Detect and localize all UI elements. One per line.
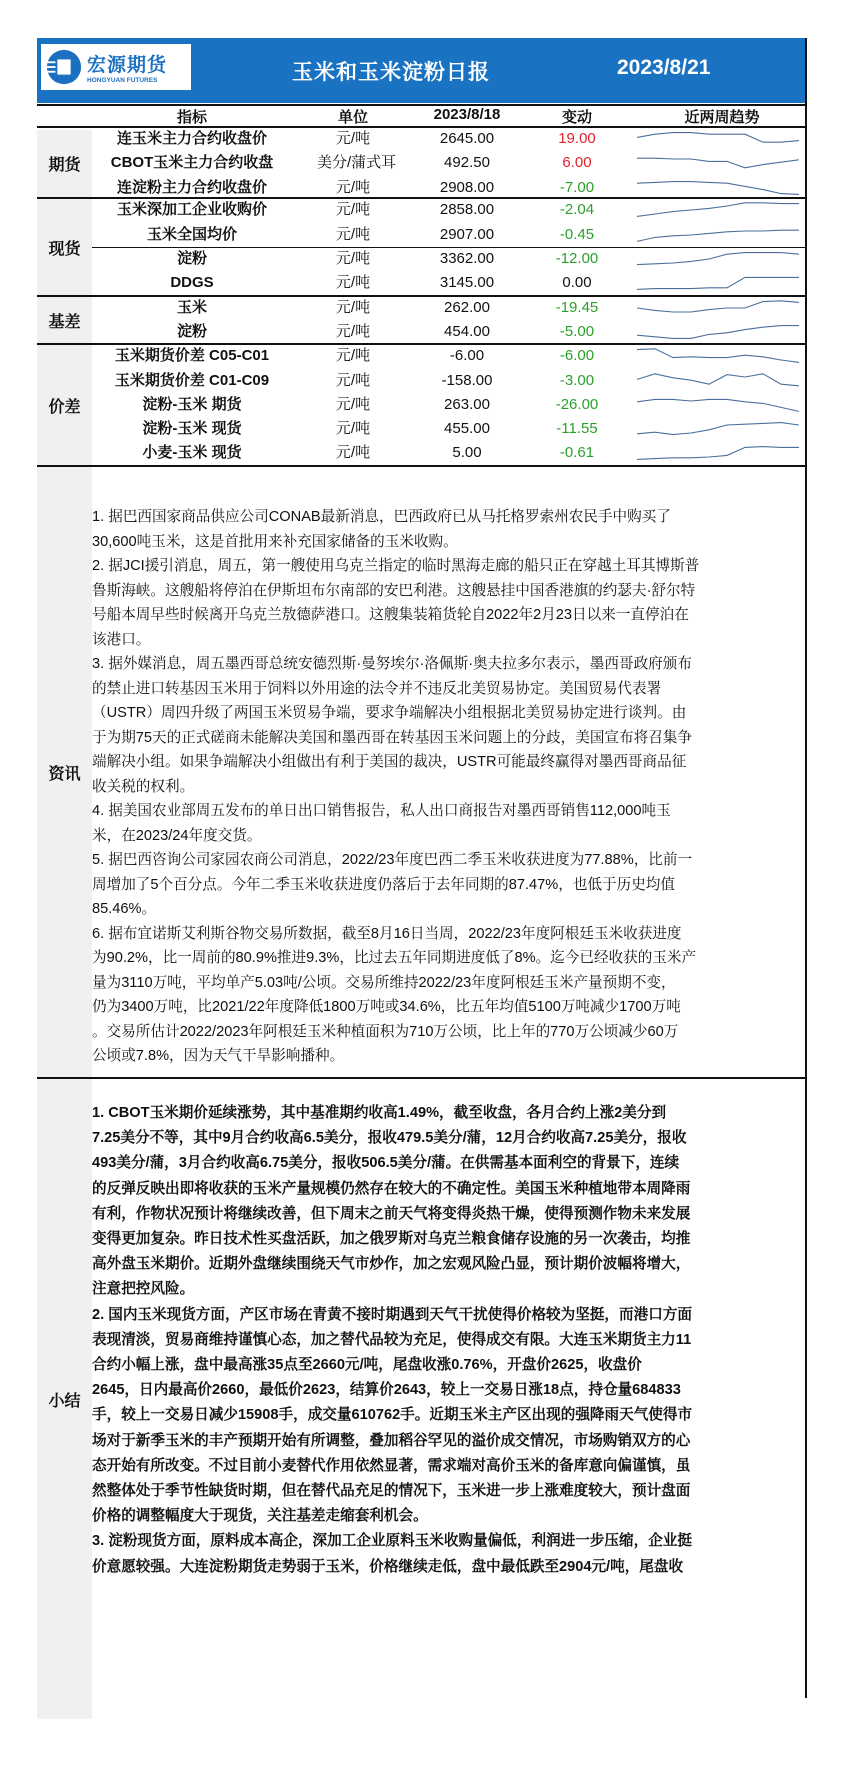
trend-sparkline [637, 200, 799, 220]
col-change: 变动 [561, 109, 592, 126]
table-row [37, 393, 805, 417]
text-line: 该港口。 [92, 631, 151, 648]
indicator-name: 玉米深加工企业收购价 [116, 201, 267, 219]
unit: 美分/蒲式耳 [317, 154, 397, 172]
news-section [37, 467, 805, 1079]
subsection-divider [92, 247, 805, 248]
news-label: 资讯 [37, 467, 92, 1077]
table-row [37, 417, 805, 441]
trend-sparkline [637, 443, 799, 463]
value: 263.00 [444, 395, 490, 413]
text-line: 3. 据外媒消息，周五墨西哥总统安德烈斯·曼努埃尔·洛佩斯·奥夫拉多尔表示，墨西哥政府颁布 [92, 656, 692, 672]
change: -12.00 [555, 250, 599, 267]
sparkline-line [637, 423, 799, 435]
text-line: 7.25美分不等，其中9月合约收高6.5美分，报收479.5美分/蒲，12月合约收高7.25美分，报收 [92, 1130, 687, 1147]
trend-sparkline [637, 225, 799, 245]
text-line: 鲁斯海峡。这艘船将停泊在伊斯坦布尔南部的安巴利港。这艘悬挂中国香港旗的约瑟夫·舒尔特 [92, 582, 696, 599]
text-line: 为90.2%，比一周前的80.9%推进9.3%，比过去五年同期进度低了8%。迄今已经收获的玉米产 [92, 950, 697, 966]
text-line: 3. 淀粉现货方面，原料成本高企，深加工企业原料玉米收购量偏低，利润进一步压缩，企业挺 [92, 1533, 692, 1550]
section-label: 期货 [37, 130, 92, 197]
col-unit: 单位 [337, 109, 368, 126]
text-line: 2. 国内玉米现货方面，产区市场在青黄不接时期遇到天气干扰使得价格较为坚挺，而港口方面 [92, 1306, 692, 1323]
table-row [37, 369, 805, 393]
unit: 元/吨 [335, 225, 371, 243]
value: -6.00 [449, 347, 485, 365]
col-date: 2023/8/18 [433, 106, 501, 123]
summary-section [37, 1079, 805, 1779]
text-line: 号船本周早些时候离开乌克兰敖德萨港口。这艘集装箱货轮自2022年2月23日以来一直停泊在 [92, 607, 689, 623]
sparkline-line [637, 349, 799, 363]
value: 3145.00 [439, 274, 495, 292]
indicator-name: 连淀粉主力合约收盘价 [116, 178, 267, 196]
value: 2908.00 [439, 178, 495, 196]
section-3 [37, 297, 805, 345]
section-1 [37, 130, 805, 199]
unit: 元/吨 [335, 420, 371, 438]
value: 262.00 [444, 298, 490, 316]
table-row [37, 176, 805, 200]
unit: 元/吨 [335, 250, 371, 267]
text-line: 5. 据巴西咨询公司家园农商公司消息，2022/23年度巴西二季玉米收获进度为77.88%，比前一 [92, 852, 693, 868]
indicator-name: 小麦-玉米 现货 [142, 444, 242, 462]
text-line: 收关税的权利。 [92, 778, 195, 795]
section-label: 现货 [37, 199, 92, 295]
table-row [37, 198, 805, 222]
change: -6.00 [559, 347, 595, 365]
sparkline-line [637, 278, 799, 290]
table-row [37, 296, 805, 320]
table-row [37, 271, 805, 295]
text-line: 高外盘玉米期价。近期外盘继续围绕天气市炒作，加之宏观风险凸显，预计期价波幅将增大， [92, 1256, 691, 1273]
unit: 元/吨 [335, 178, 371, 196]
report-title: 玉米和玉米淀粉日报 [292, 61, 490, 84]
trend-sparkline [637, 395, 799, 415]
value: -158.00 [441, 371, 493, 389]
table-row [37, 320, 805, 344]
table-row [37, 247, 805, 271]
text-line: 注意把控风险。 [92, 1281, 195, 1298]
trend-sparkline [637, 346, 799, 366]
trend-sparkline [637, 273, 799, 293]
company-logo [41, 44, 191, 90]
table-row [37, 344, 805, 368]
value: 2907.00 [439, 225, 495, 243]
report-header [37, 38, 805, 103]
change: -11.55 [556, 420, 598, 438]
value: 492.50 [444, 154, 490, 172]
text-line: 2645，日内最高价2660，最低价2623，结算价2643，较上一交易日涨18点，持仓量684833 [92, 1382, 681, 1399]
text-line: 2. 据JCI援引消息，周五，第一艘使用乌克兰指定的临时黑海走廊的船只正在穿越土耳其博斯普 [92, 558, 700, 574]
change: 0.00 [562, 274, 592, 292]
logo-cn: 宏源期货 [87, 55, 168, 76]
text-line: 量为3110万吨，平均单产5.03吨/公顷。交易所维持2022/23年度阿根廷玉米产量预期不变， [92, 974, 676, 991]
sparkline-line [637, 133, 799, 143]
section-4 [37, 345, 805, 467]
text-line: 端解决小组。如果争端解决小组做出有利于美国的裁决，USTR可能最终赢得对墨西哥商品征 [92, 754, 687, 770]
logo-en: HONGYUAN FUTURES [87, 77, 158, 84]
indicator-name: 淀粉-玉米 现货 [142, 420, 242, 438]
text-line: 有利，作物状况预计将继续改善，但下周末之前天气将变得炎热干燥，使得预测作物未来发展 [92, 1205, 691, 1222]
indicator-name: 淀粉-玉米 期货 [142, 395, 242, 413]
trend-sparkline [637, 249, 799, 269]
text-line: 合约小幅上涨，盘中最高涨35点至2660元/吨，尾盘收涨0.76%，开盘价2625，收盘价 [92, 1357, 642, 1374]
report-frame [37, 38, 807, 1698]
indicator-name: CBOT玉米主力合约收盘 [110, 154, 274, 172]
text-line: 的反弹反映出即将收获的玉米产量规模仍然存在较大的不确定性。美国玉米种植地带本周降雨 [92, 1180, 691, 1197]
value: 5.00 [452, 444, 482, 462]
col-trend: 近两周趋势 [684, 109, 760, 126]
text-line: 。交易所估计2022/2023年阿根廷玉米种植面积为710万公顷，比上年的770万公顷减少60万 [92, 1023, 679, 1040]
text-line: 周增加了5个百分点。今年二季玉米收获进度仍落后于去年同期的87.47%，也低于历史均值 [92, 876, 675, 893]
unit: 元/吨 [335, 395, 371, 413]
section-2 [37, 199, 805, 297]
value: 455.00 [444, 420, 490, 438]
value: 2645.00 [439, 130, 495, 148]
unit: 元/吨 [335, 347, 371, 365]
indicator-name: 玉米全国均价 [146, 225, 237, 243]
col-indicator: 指标 [176, 109, 207, 126]
trend-sparkline [637, 322, 799, 342]
indicator-name: 玉米期货价差 C05-C01 [114, 347, 270, 365]
value: 3362.00 [439, 250, 495, 267]
value: 454.00 [444, 323, 490, 340]
unit: 元/吨 [335, 323, 371, 340]
table-row [37, 223, 805, 247]
logo-icon [45, 48, 83, 86]
sparkline-line [637, 159, 799, 169]
change: 19.00 [558, 130, 596, 148]
section-label: 价差 [37, 345, 92, 465]
trend-sparkline [637, 129, 799, 149]
text-line: 态开始有所改变。不过目前小麦替代作用依然显著，需求端对高价玉米的备库意向偏谨慎，虽 [92, 1457, 691, 1474]
indicator-name: 淀粉 [176, 323, 207, 340]
change: -0.45 [559, 225, 595, 243]
table-row [37, 441, 805, 465]
sparkline-line [637, 373, 799, 385]
change: -2.04 [559, 201, 595, 219]
column-header [37, 104, 805, 128]
change: -0.61 [559, 444, 595, 462]
unit: 元/吨 [335, 274, 371, 292]
value: 2858.00 [439, 201, 495, 219]
text-line: 85.46%。 [92, 901, 157, 917]
report-date: 2023/8/21 [617, 56, 711, 79]
unit: 元/吨 [335, 371, 371, 389]
text-line: 米，在2023/24年度交货。 [92, 827, 262, 844]
text-line: 1. CBOT玉米期价延续涨势，其中基准期约收高1.49%，截至收盘，各月合约上涨2美分到 [92, 1105, 667, 1121]
trend-sparkline [637, 419, 799, 439]
indicator-name: 玉米期货价差 C01-C09 [114, 371, 270, 389]
text-line: 的禁止进口转基因玉米用于饲料以外用途的法令并不违反北美贸易协定。美国贸易代表署 [92, 680, 662, 697]
unit: 元/吨 [335, 201, 371, 219]
trend-sparkline [637, 178, 799, 198]
change: -26.00 [555, 395, 599, 413]
text-line: 公顷或7.8%，因为天气干旱影响播种。 [92, 1048, 345, 1064]
table-row [37, 127, 805, 151]
sparkline-line [637, 230, 799, 241]
sparkline-line [637, 301, 799, 312]
change: -5.00 [559, 323, 595, 340]
indicator-name: DDGS [170, 274, 214, 292]
text-line: 价意愿较强。大连淀粉期货走势弱于玉米，价格继续走低，盘中最低跌至2904元/吨，尾盘收 [92, 1558, 684, 1575]
indicator-name: 淀粉 [176, 250, 207, 267]
summary-text [92, 1101, 799, 1580]
trend-sparkline [637, 153, 799, 173]
sparkline-line [637, 181, 799, 194]
change: -19.45 [555, 298, 599, 316]
text-line: 4. 据美国农业部周五发布的单日出口销售报告，私人出口商报告对墨西哥销售112,000吨玉 [92, 803, 671, 819]
indicator-name: 玉米 [176, 298, 207, 316]
unit: 元/吨 [335, 130, 371, 148]
text-line: 6. 据布宜诺斯艾利斯谷物交易所数据，截至8月16日当周，2022/23年度阿根廷玉米收获进度 [92, 925, 682, 942]
text-line: 493美分/蒲，3月合约收高6.75美分，报收506.5美分/蒲。在供需基本面利空的背景下，连续 [92, 1155, 680, 1172]
sparkline-line [637, 399, 799, 411]
text-line: 场对于新季玉米的丰产预期开始有所调整，叠加稻谷罕见的溢价成交情况，市场购销双方的心 [92, 1432, 691, 1449]
sparkline-line [637, 203, 799, 217]
text-line: 价格的调整幅度大于现货，关注基差走缩套利机会。 [92, 1508, 428, 1525]
sparkline-line [637, 253, 799, 265]
unit: 元/吨 [335, 444, 371, 462]
text-line: 手，较上一交易日减少15908手，成交量610762手。近期玉米主产区出现的强降雨天气使得市 [92, 1407, 693, 1424]
unit: 元/吨 [335, 298, 371, 316]
text-line: 然整体处于季节性缺货时期，但在替代品充足的情况下，玉米进一步上涨难度较大，预计盘面 [92, 1483, 691, 1500]
text-line: 变得更加复杂。昨日技术性买盘活跃，加之俄罗斯对乌克兰粮食储存设施的另一次袭击，均推 [92, 1231, 691, 1248]
text-line: 于为期75天的正式磋商未能解决美国和墨西哥在转基因玉米问题上的分歧，美国宣布将召集争 [92, 729, 692, 746]
change: 6.00 [562, 154, 592, 172]
text-line: 30,600吨玉米，这是首批用来补充国家储备的玉米收购。 [92, 533, 458, 550]
news-text [92, 505, 799, 1069]
text-line: （USTR）周四升级了两国玉米贸易争端，要求争端解决小组根据北美贸易协定进行谈判。由 [92, 705, 687, 721]
change: -3.00 [559, 371, 595, 389]
sparkline-line [637, 326, 799, 339]
trend-sparkline [637, 371, 799, 391]
text-line: 表现清淡，贸易商维持谨慎心态，加之替代品较为充足，使得成交有限。大连玉米期货主力11 [92, 1331, 692, 1348]
summary-label: 小结 [37, 1079, 92, 1719]
table-row [37, 151, 805, 175]
trend-sparkline [637, 298, 799, 318]
text-line: 1. 据巴西国家商品供应公司CONAB最新消息，巴西政府已从马托格罗索州农民手中购买了 [92, 509, 671, 525]
section-label: 基差 [37, 297, 92, 343]
indicator-name: 连玉米主力合约收盘价 [116, 130, 267, 148]
sparkline-line [637, 447, 799, 460]
change: -7.00 [559, 178, 595, 196]
text-line: 仍为3400万吨，比2021/22年度降低1800万吨或34.6%，比五年均值5100万吨减少1700万吨 [92, 999, 681, 1015]
